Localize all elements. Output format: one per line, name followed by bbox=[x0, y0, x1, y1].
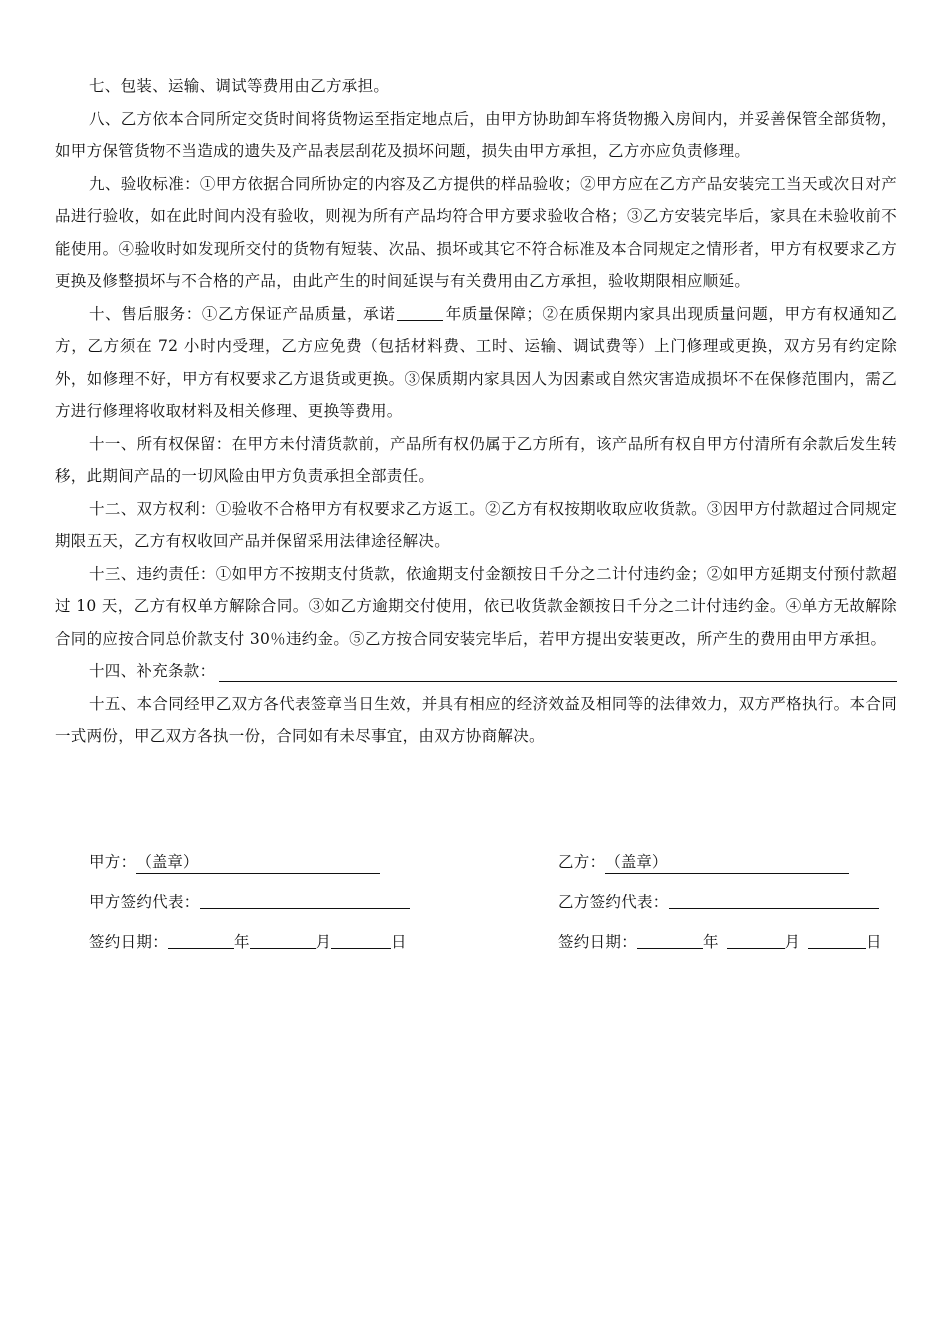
party-a-day-blank[interactable] bbox=[331, 930, 391, 949]
supplementary-terms-line[interactable] bbox=[219, 659, 897, 682]
party-b-seal-text: （盖章） bbox=[605, 853, 668, 871]
party-b-date-label: 签约日期： bbox=[558, 933, 638, 951]
party-a-month-blank[interactable] bbox=[250, 930, 316, 949]
clause-10-before: 十、售后服务：①乙方保证产品质量，承诺 bbox=[89, 304, 396, 323]
clause-13: 十三、违约责任：①如甲方不按期支付货款，依逾期支付金额按日千分之二计付违约金；②如甲方延期支付预付款超过 10 天，乙方有权单方解除合同。③如乙方逾期交付使用，依已收货款金额按日千分之二计付违约金。④单方无故解除合同的应按合同总价款支付 30％违约金。⑤乙方按合同安装完毕后，若甲方提出安装更改，所产生的费用由甲方承担。 bbox=[55, 564, 897, 648]
party-a-year-label: 年 bbox=[234, 933, 250, 951]
party-b-date-row bbox=[558, 930, 888, 970]
party-a-seal-row bbox=[89, 850, 419, 890]
party-b-seal-row bbox=[558, 850, 888, 890]
party-a-seal-text: （盖章） bbox=[136, 853, 199, 871]
clause-7: 七、包装、运输、调试等费用由乙方承担。 bbox=[89, 77, 390, 95]
party-b-signature bbox=[558, 850, 888, 970]
clause-8: 八、乙方依本合同所定交货时间将货物运至指定地点后，由甲方协助卸车将货物搬入房间内，并妥善保管全部货物，如甲方保管货物不当造成的遗失及产品表层刮花及损坏问题，损失由甲方承担，乙方亦应负责修理。 bbox=[55, 109, 897, 160]
clause-11: 十一、所有权保留：在甲方未付清货款前，产品所有权仍属于乙方所有，该产品所有权自甲方付清所有余款后发生转移，此期间产品的一切风险由甲方负责承担全部责任。 bbox=[55, 434, 897, 485]
party-b-month-blank[interactable] bbox=[727, 930, 785, 949]
party-b-year-blank[interactable] bbox=[637, 930, 703, 949]
contract-body bbox=[55, 70, 897, 753]
warranty-years-blank[interactable] bbox=[397, 302, 443, 321]
party-a-rep-line[interactable] bbox=[200, 890, 410, 909]
party-a-day-label: 日 bbox=[391, 933, 407, 951]
party-a-month-label: 月 bbox=[315, 933, 332, 951]
party-b-day-label: 日 bbox=[866, 933, 882, 951]
clause-12: 十二、双方权利：①验收不合格甲方有权要求乙方返工。②乙方有权按期收取应收货款。③因甲方付款超过合同规定期限五天，乙方有权收回产品并保留采用法律途径解决。 bbox=[55, 499, 897, 550]
party-a-rep-label: 甲方签约代表： bbox=[89, 893, 200, 911]
party-b-rep-row bbox=[558, 890, 888, 930]
party-a-seal-line[interactable] bbox=[136, 850, 380, 874]
party-b-rep-line[interactable] bbox=[669, 890, 879, 909]
party-a-label: 甲方： bbox=[89, 853, 137, 871]
party-b-month-label: 月 bbox=[784, 933, 801, 951]
party-b-year-label: 年 bbox=[703, 933, 719, 951]
party-a-rep-row bbox=[89, 890, 419, 930]
party-a-year-blank[interactable] bbox=[168, 930, 234, 949]
clause-9: 九、验收标准：①甲方依据合同所协定的内容及乙方提供的样品验收；②甲方应在乙方产品安装完工当天或次日对产品进行验收，如在此时间内没有验收，则视为所有产品均符合甲方要求验收合格；③乙方安装完毕后，家具在未验收前不能使用。④验收时如发现所交付的货物有短装、次品、损坏或其它不符合标准及本合同规定之情形者，甲方有权要求乙方更换及修整损坏与不合格的产品，由此产生的时间延误与有关费用由乙方承担，验收期限相应顺延。 bbox=[55, 174, 897, 290]
party-a-date-row bbox=[89, 930, 419, 970]
clause-10 bbox=[55, 298, 897, 428]
clause-14-label: 十四、补充条款： bbox=[89, 662, 216, 680]
clause-14 bbox=[55, 655, 897, 688]
party-a-signature bbox=[89, 850, 419, 970]
party-b-day-blank[interactable] bbox=[808, 930, 866, 949]
party-b-rep-label: 乙方签约代表： bbox=[558, 893, 669, 911]
party-b-label: 乙方： bbox=[558, 853, 606, 871]
clause-15: 十五、本合同经甲乙双方各代表签章当日生效，并具有相应的经济效益及相同等的法律效力，双方严格执行。本合同一式两份，甲乙双方各执一份，合同如有未尽事宜，由双方协商解决。 bbox=[55, 694, 897, 745]
party-b-seal-line[interactable] bbox=[605, 850, 849, 874]
party-a-date-label: 签约日期： bbox=[89, 933, 169, 951]
clause-10-after: 年质量保障；②在质保期内家具出现质量问题，甲方有权通知乙方，乙方须在 72 小时内受理，乙方应免费（包括材料费、工时、运输、调试费等）上门修理或更换，双方另有约定除外，如修理不好，甲方有权要求乙方退货或更换。③保质期内家具因人为因素或自然灾害造成损坏不在保修范围内，需乙方进行修理将收取材料及相关修理、更换等费用。 bbox=[55, 304, 898, 420]
